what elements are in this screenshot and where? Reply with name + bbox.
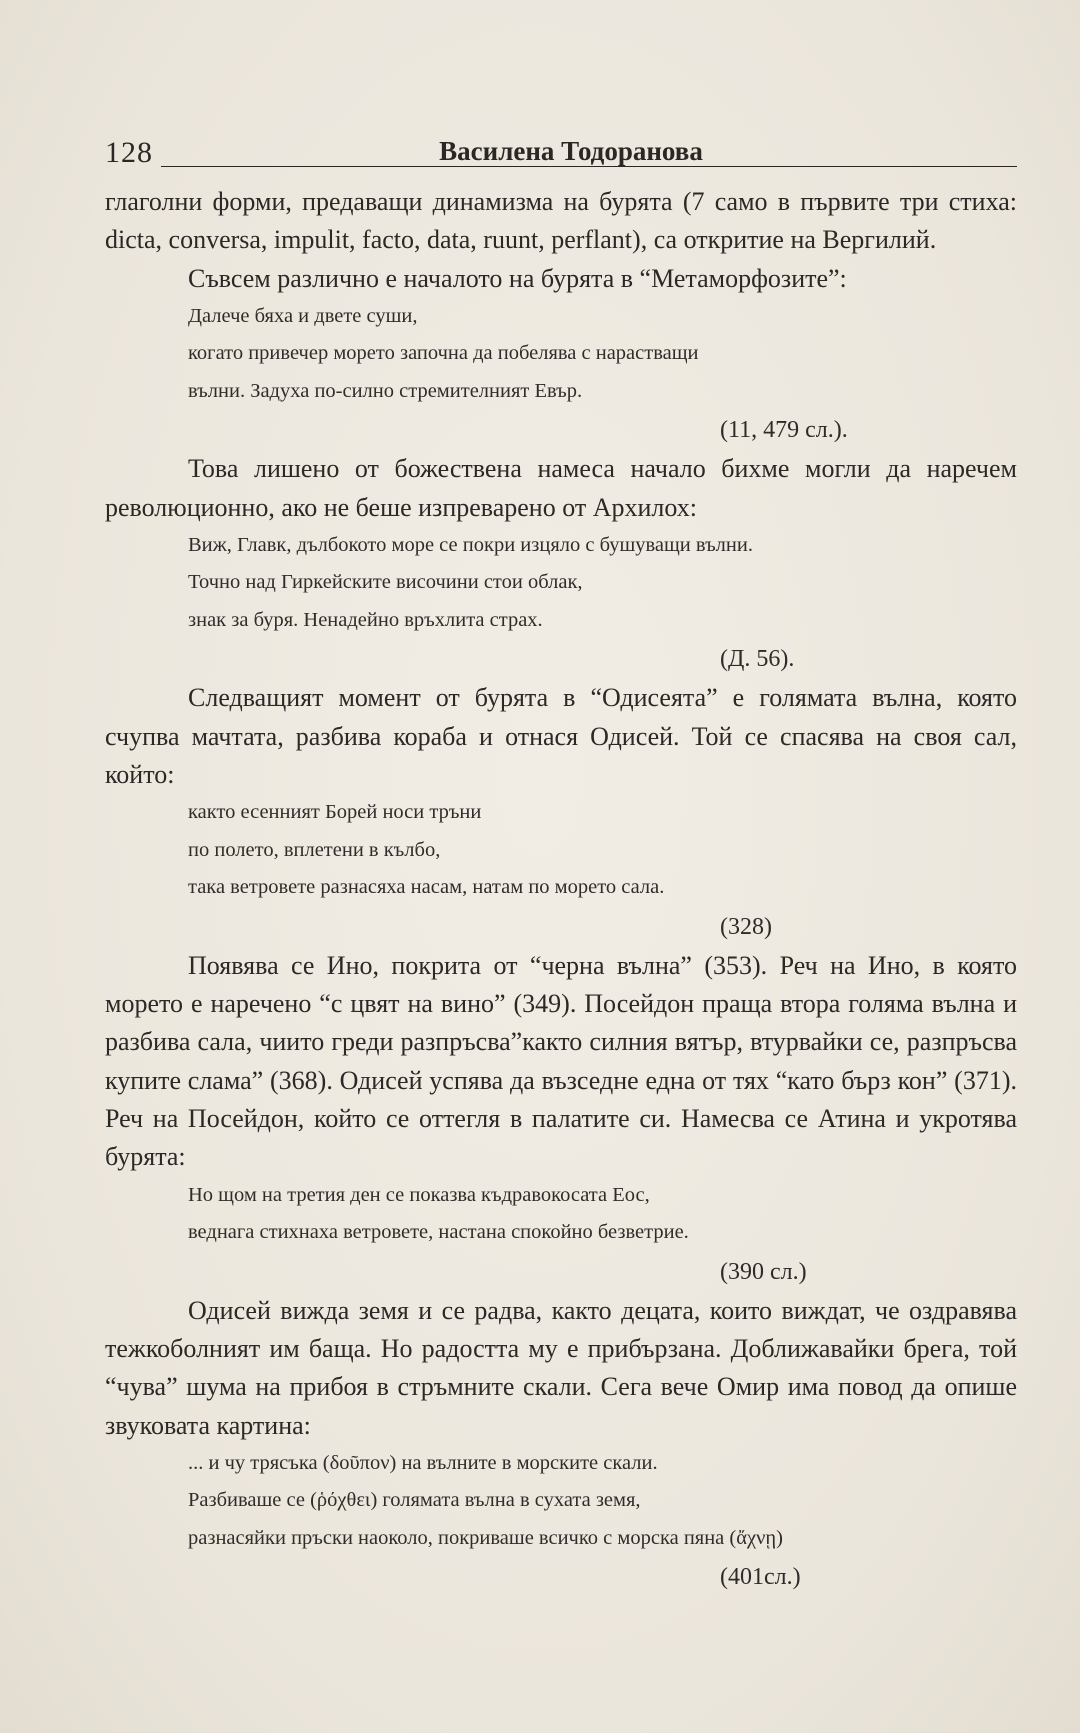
- page-body: [105, 183, 1017, 1597]
- paragraph: глаголни форми, предаващи динамизма на бурята (7 само в първите три стиха: dicta, conversa, impulit, facto, data, ruunt, perflant), са откритие на Вергилий.: [105, 187, 1017, 255]
- verse-line: както есенният Борей носи тръни: [188, 801, 482, 824]
- verse-line: Далече бяха и двете суши,: [188, 304, 418, 327]
- verse-line: Разбиваше се (ῥόχθει) голямата вълна в сухата земя,: [188, 1489, 641, 1512]
- paragraph: Това лишено от божествена намеса начало бихме могли да наречем революционно, ако не беше изпреварено от Архилох:: [105, 454, 1017, 522]
- paragraph: Следващият момент от бурята в “Одисеята” е голямата вълна, която счупва мачтата, разбива кораба и отнася Одисей. Той се спасява на своя сал, който:: [105, 683, 1017, 790]
- verse-line: знак за буря. Ненадейно връхлита страх.: [188, 608, 543, 631]
- verse-line: разнасяйки пръски наоколо, покриваше всичко с морска пяна (ἄχνῃ): [188, 1526, 783, 1549]
- citation-reference: (11, 479 сл.).: [720, 417, 848, 444]
- verse-line: когато привечер морето започна да побелява с нарастващи: [188, 342, 699, 365]
- verse-line: Точно над Гиркейските височини стои облак,: [188, 571, 583, 594]
- verse-line: ... и чу трясъка (δοῦπον) на вълните в морските скали.: [188, 1451, 658, 1474]
- verse-line: Виж, Главк, дълбокото море се покри изцяло с бушуващи вълни.: [188, 533, 753, 556]
- verse-line: по полето, вплетени в кълбо,: [188, 838, 441, 861]
- citation-reference: (401сл.): [720, 1564, 801, 1591]
- verse-line: вълни. Задуха по-силно стремителният Евър.: [188, 379, 583, 402]
- verse-line: веднага стихнаха ветровете, настана спокойно безветрие.: [188, 1221, 689, 1244]
- header-rule: [161, 166, 1017, 167]
- page-number: 128: [105, 136, 153, 169]
- verse-line: така ветровете разнасяха насам, натам по морето сала.: [188, 876, 665, 899]
- paragraph: Появява се Ино, покрита от “черна вълна” (353). Реч на Ино, в която морето е наречено “с цвят на вино” (349). Посейдон праща втора голяма вълна и разбива сала, чиито греди разпръсва”както силния вятър, втурвайки се, разпръсва купите слама” (368). Одисей успява да възседне една от тях “като бърз кон” (371). Реч на Посейдон, който се оттегля в палатите си. Намесва се Атина и укротява бурята:: [105, 950, 1017, 1172]
- citation-reference: (Д. 56).: [720, 646, 795, 673]
- verse-line: Но щом на третия ден се показва къдравокосата Еос,: [188, 1183, 650, 1206]
- citation-reference: (328): [720, 913, 772, 940]
- paragraph: Съвсем различно е началото на бурята в “Метаморфозите”:: [188, 263, 847, 293]
- citation-reference: (390 сл.): [720, 1258, 807, 1285]
- paragraph: Одисей вижда земя и се радва, както децата, които виждат, че оздравява тежкоболният им баща. Но радостта му е прибързана. Доближавайки брега, той “чува” шума на прибоя в стръмните скали. Сега вече Омир има повод да опише звуковата картина:: [105, 1295, 1017, 1440]
- running-header: [105, 136, 1017, 170]
- running-head-author: Василена Тодоранова: [439, 136, 703, 166]
